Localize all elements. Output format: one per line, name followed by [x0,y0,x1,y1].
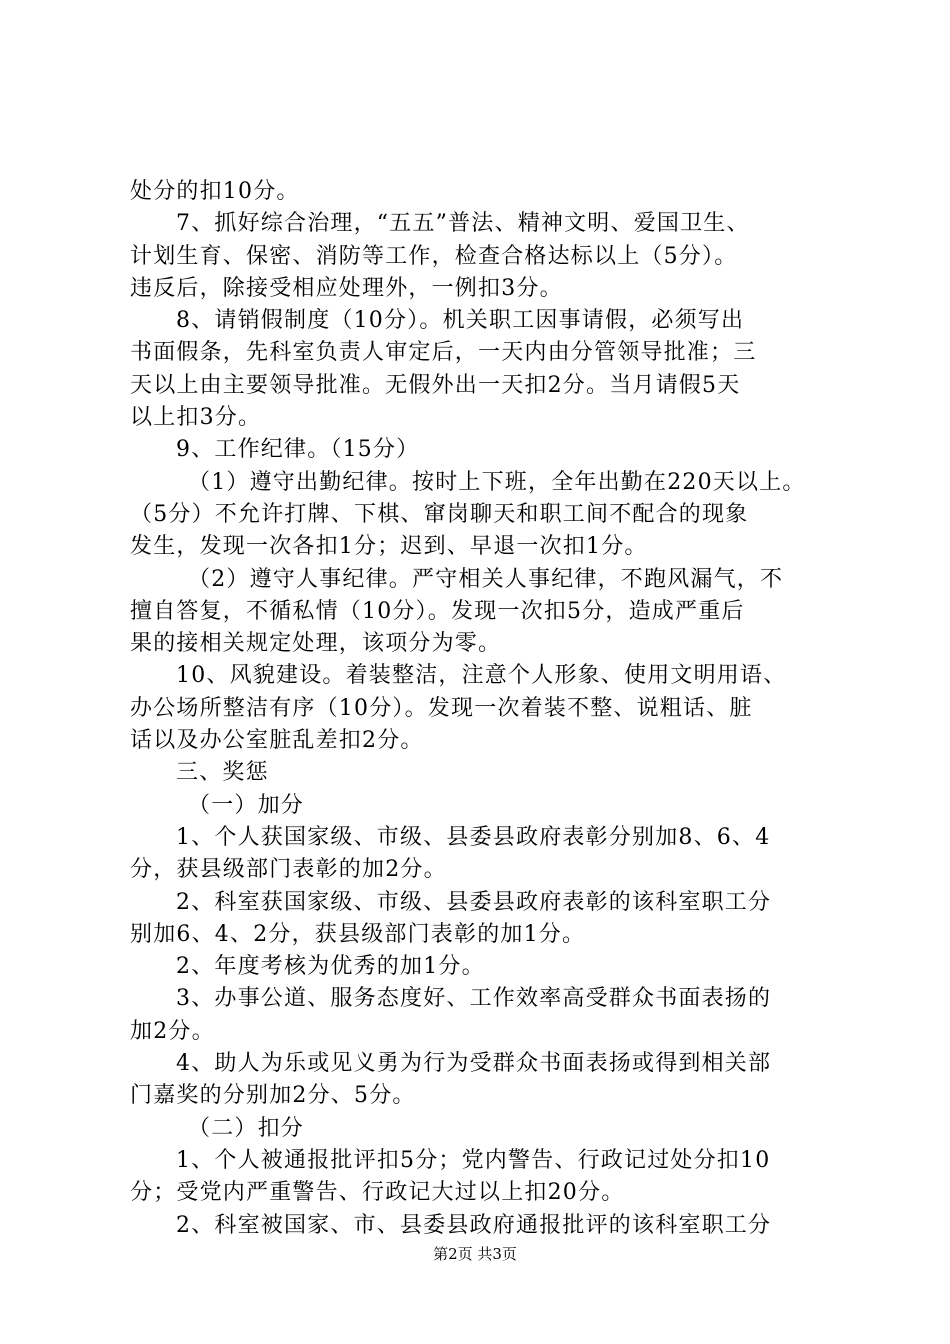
text-line: （1）遵守出勤纪律。按时上下班，全年出勤在220天以上。 [188,469,806,495]
text-line: 以上扣3分。 [130,405,262,431]
text-line: 果的接相关规定处理，该项分为零。 [130,631,502,657]
text-line: 10、风貌建设。着装整洁，注意个人形象、使用文明用语、 [176,663,787,689]
subsection-heading: （二）扣分 [188,1115,305,1141]
text-line: 2、科室被国家、市、县委县政府通报批评的该科室职工分 [176,1212,772,1238]
text-line: 8、请销假制度（10分）。机关职工因事请假，必须写出 [176,308,745,334]
text-line: 4、助人为乐或见义勇为行为受群众书面表扬或得到相关部 [176,1051,772,1077]
text-line: 违反后，除接受相应处理外，一例扣3分。 [130,275,563,301]
text-line: 7、抓好综合治理，“五五”普法、精神文明、爱国卫生、 [176,211,750,237]
text-line: （2）遵守人事纪律。严守相关人事纪律，不跑风漏气，不 [188,566,784,592]
text-line: 别加6、4、2分，获县级部门表彰的加1分。 [130,921,586,947]
text-line: 1、个人被通报批评扣5分；党内警告、行政记过处分扣10 [176,1147,771,1173]
text-line: 处分的扣10分。 [130,179,300,204]
text-line: 计划生育、保密、消防等工作，检查合格达标以上（5分）。 [130,243,738,269]
text-line: 发生，发现一次各扣1分；迟到、早退一次扣1分。 [130,534,648,560]
text-line: 加2分。 [130,1018,215,1044]
text-line: 1、个人获国家级、市级、县委县政府表彰分别加8、6、4 [176,824,771,850]
text-line: 门嘉奖的分别加2分、5分。 [130,1083,416,1109]
subsection-heading: （一）加分 [188,792,305,818]
text-line: 话以及办公室脏乱差扣2分。 [130,728,424,754]
text-line: 书面假条，先科室负责人审定后，一天内由分管领导批准；三 [130,340,757,366]
text-line: 天以上由主要领导批准。无假外出一天扣2分。当月请假5天 [130,372,741,398]
text-line: 擅自答复，不循私情（10分）。发现一次扣5分，造成严重后 [130,598,745,624]
text-line: 2、科室获国家级、市级、县委县政府表彰的该科室职工分 [176,889,772,915]
text-line: 9、工作纪律。（15分） [176,437,420,463]
text-line: 分；受党内严重警告、行政记大过以上扣20分。 [130,1180,625,1206]
text-line: （5分）不允许打牌、下棋、窜岗聊天和职工间不配合的现象 [130,501,749,527]
text-line: 3、办事公道、服务态度好、工作效率高受群众书面表扬的 [176,986,772,1012]
document-body [130,176,830,1242]
text-line: 分，获县级部门表彰的加2分。 [130,857,447,883]
text-line: 2、年度考核为优秀的加1分。 [176,954,485,980]
text-line: 办公场所整洁有序（10分）。发现一次着装不整、说粗话、脏 [130,695,753,721]
page-number-footer: 第2页 共3页 [433,1245,517,1263]
section-heading: 三、奖惩 [176,760,269,786]
